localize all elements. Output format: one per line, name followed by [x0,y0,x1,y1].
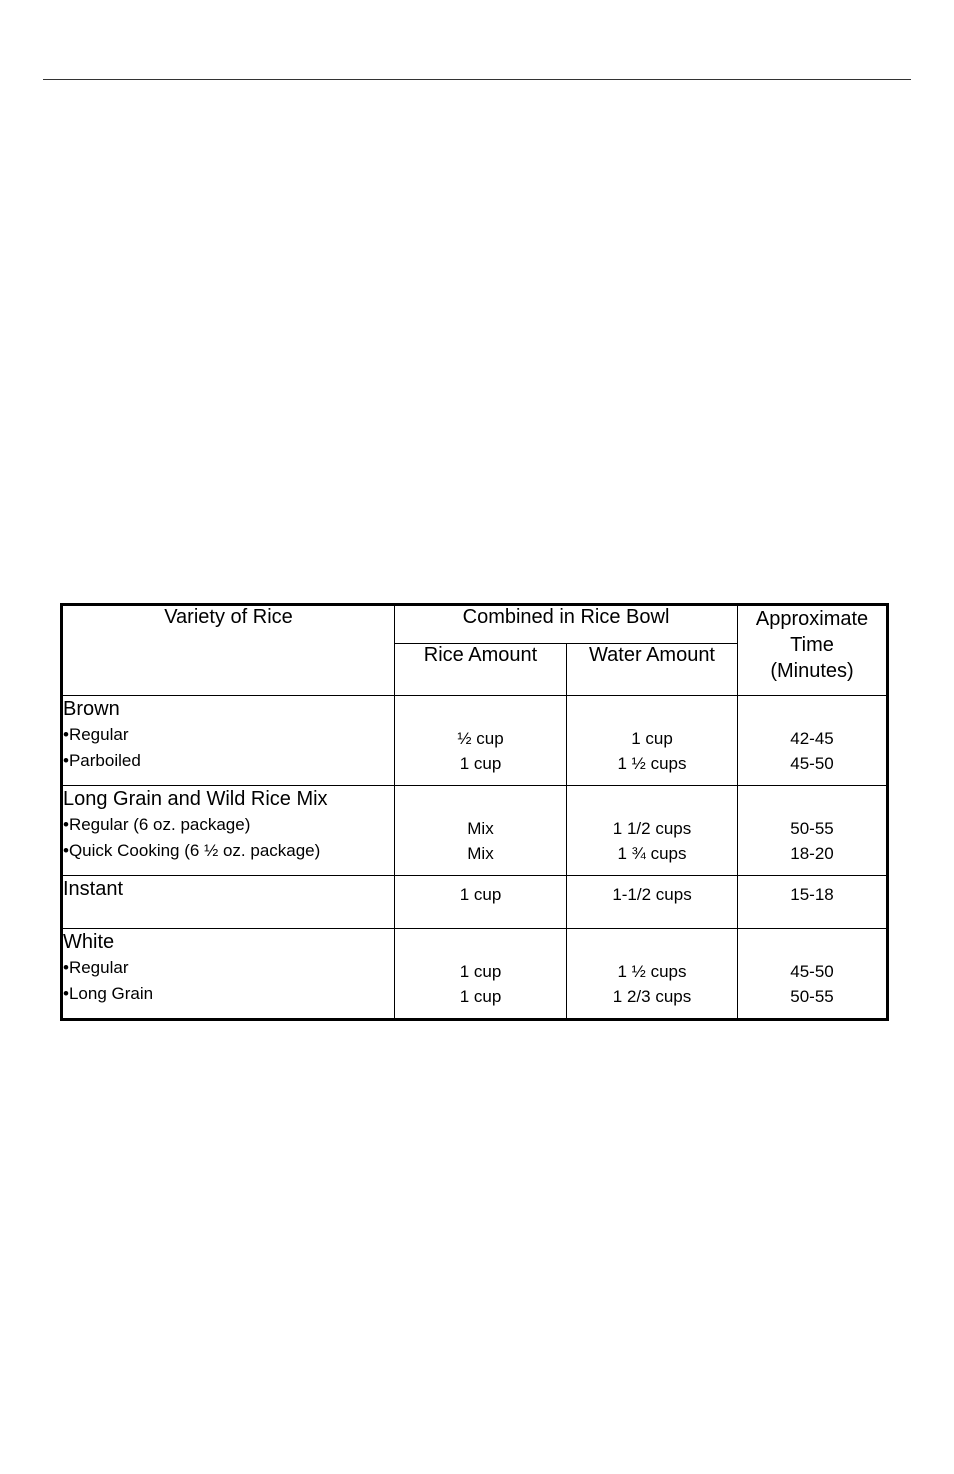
water-amount-value: 1 ½ cups [617,754,687,773]
top-rule [43,79,911,80]
variety-subtype: •Regular [63,725,129,744]
variety-name: Long Grain and Wild Rice Mix [63,788,328,810]
rice-amount-value: 1 cup [459,885,502,904]
time-cell [738,786,888,876]
variety-cell [62,696,395,786]
header-combined: Combined in Rice Bowl [395,605,738,644]
water-amount-cell [567,696,738,786]
rice-amount-cell [395,929,567,1020]
rice-amount-value: ½ cup [457,729,504,748]
table-header-row [62,605,888,644]
water-amount-cell [567,876,738,929]
time-cell [738,929,888,1020]
rice-cooking-table [60,603,889,1021]
water-amount-value: 1-1/2 cups [612,885,692,904]
time-value: 15-18 [790,885,834,904]
rice-amount-cell [395,786,567,876]
water-amount-value: 1 ½ cups [617,962,687,981]
variety-subtype: •Regular (6 oz. package) [63,815,251,834]
header-rice-amount: Rice Amount [395,644,567,696]
time-value: 50-55 [790,819,834,838]
time-value: 42-45 [790,729,834,748]
water-amount-value: 1 2/3 cups [612,987,692,1006]
rice-amount-value: Mix [467,819,494,838]
variety-subtype: •Quick Cooking (6 ½ oz. package) [63,841,321,860]
variety-cell [62,929,395,1020]
time-value: 50-55 [790,987,834,1006]
table-row [62,786,888,876]
water-amount-cell [567,786,738,876]
rice-amount-value: Mix [467,844,494,863]
time-value: 45-50 [790,962,834,981]
time-value: 45-50 [790,754,834,773]
header-water-amount: Water Amount [567,644,738,696]
header-time-line3: (Minutes) [770,660,854,682]
table-row [62,876,888,929]
variety-subtype: •Long Grain [63,984,154,1003]
variety-name: White [63,931,115,953]
header-variety: Variety of Rice [62,605,395,696]
time-cell [738,876,888,929]
header-time [738,605,888,696]
rice-amount-cell [395,876,567,929]
variety-subtype: •Parboiled [63,751,141,770]
water-amount-value: 1 cup [631,729,673,748]
header-time-line2: Time [790,634,834,656]
variety-cell [62,786,395,876]
time-value: 18-20 [790,844,834,863]
variety-cell [62,876,395,929]
rice-amount-cell [395,696,567,786]
variety-subtype: •Regular [63,958,129,977]
table-row [62,696,888,786]
table-row [62,929,888,1020]
rice-amount-value: 1 cup [459,962,502,981]
water-amount-cell [567,929,738,1020]
time-cell [738,696,888,786]
water-amount-value: 1 1/2 cups [612,819,692,838]
water-amount-value: 1 ¾ cups [617,844,687,863]
rice-amount-value: 1 cup [459,754,502,773]
header-time-line1: Approximate [755,608,869,630]
variety-name: Instant [63,878,124,900]
rice-amount-value: 1 cup [459,987,502,1006]
variety-name: Brown [63,698,120,720]
